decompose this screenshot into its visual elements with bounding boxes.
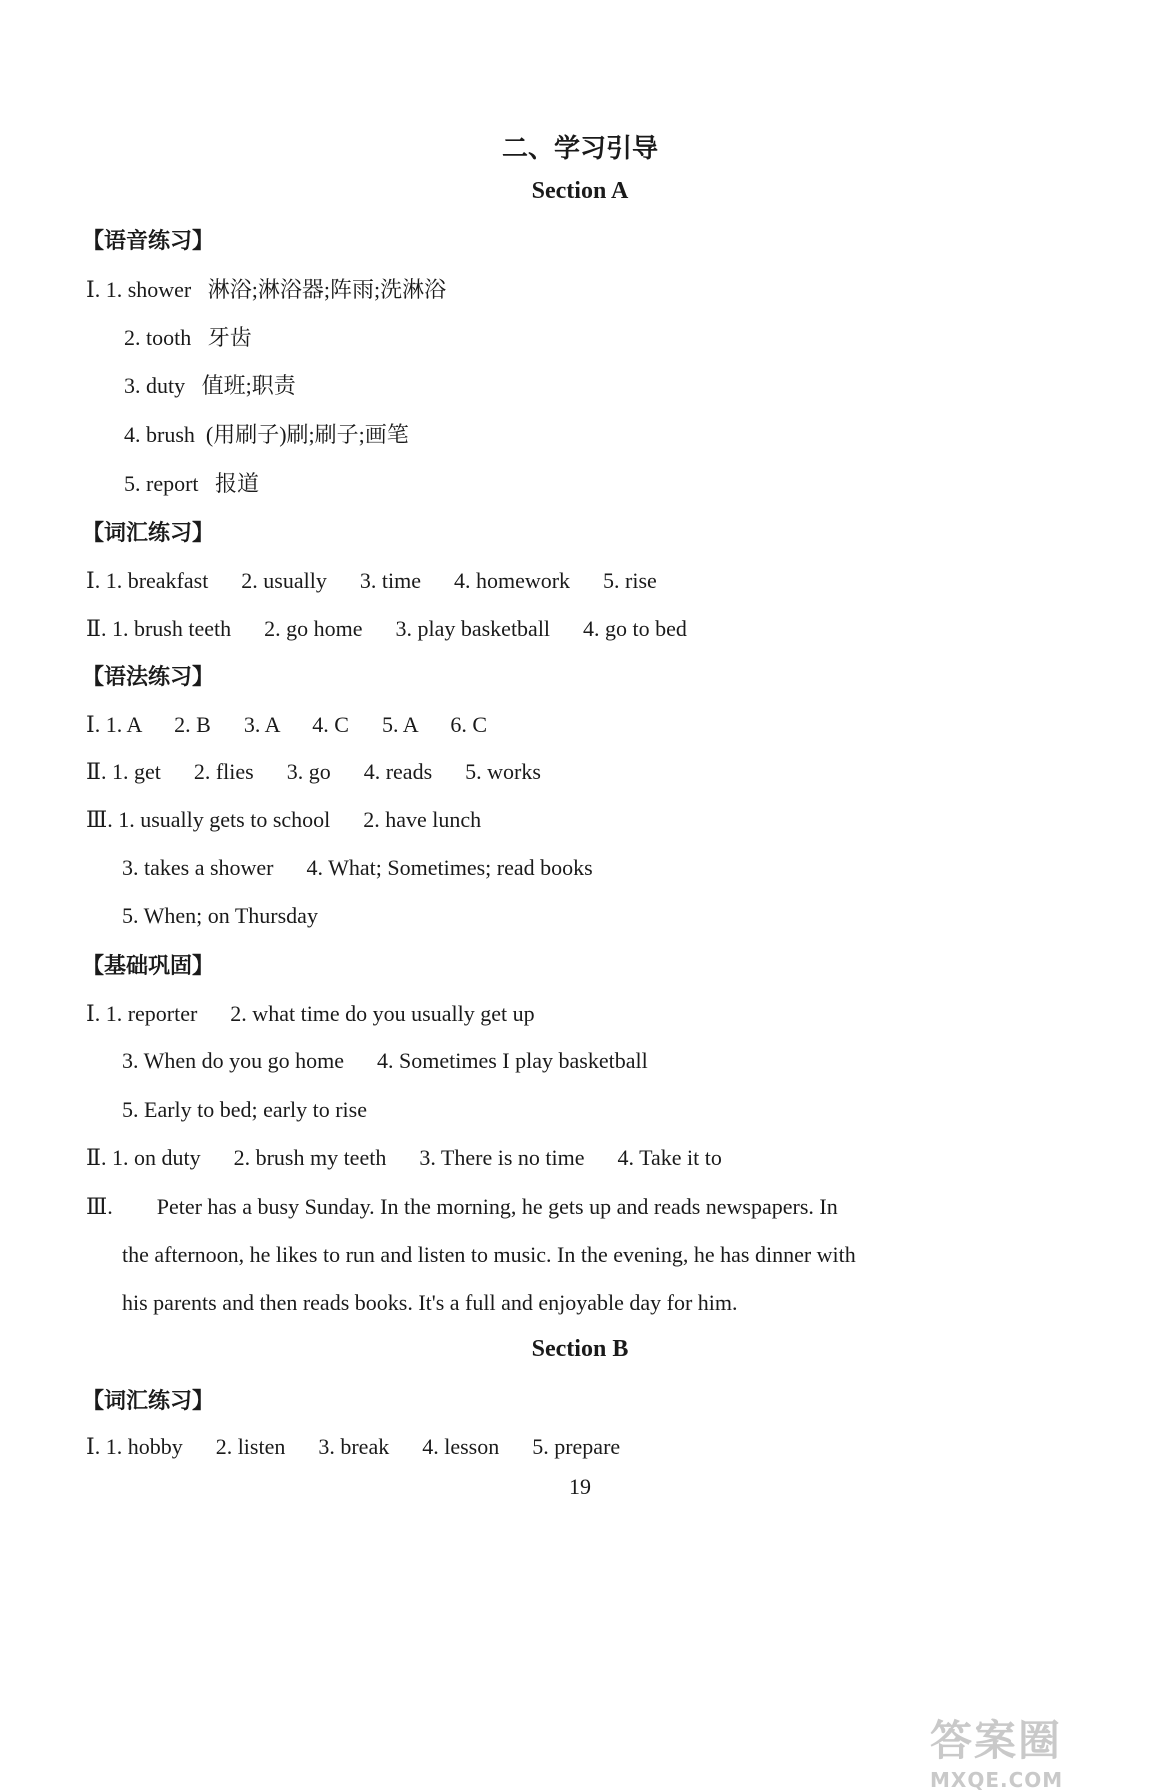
vocab-b-line-1: Ⅰ. 1. hobby 2. listen 3. break 4. lesson 5. prepare: [86, 1434, 621, 1459]
section-vocabulary-b: 【词汇练习】: [82, 1389, 215, 1414]
grammar-line-1: Ⅰ. 1. A 2. B 3. A 4. C 5. A 6. C: [86, 712, 488, 737]
pron-line-5: 5. report 报道: [124, 471, 260, 496]
watermark-logo: [930, 1708, 1130, 1792]
grammar-line-4: 3. takes a shower 4. What; Sometimes; read books: [122, 855, 593, 880]
section-a-title: Section A: [531, 178, 629, 204]
section-vocabulary: 【词汇练习】: [82, 521, 215, 546]
grammar-line-2: Ⅱ. 1. get 2. flies 3. go 4. reads 5. works: [86, 759, 541, 784]
basic-line-4: Ⅱ. 1. on duty 2. brush my teeth 3. There is no time 4. Take it to: [86, 1145, 722, 1170]
basic-line-2: 3. When do you go home 4. Sometimes I play basketball: [122, 1048, 648, 1073]
vocab-line-2: Ⅱ. 1. brush teeth 2. go home 3. play basketball 4. go to bed: [86, 616, 687, 641]
watermark-logo-text: 答案圈: [930, 1716, 1063, 1765]
basic-line-3: 5. Early to bed; early to rise: [122, 1097, 367, 1122]
basic-line-7: his parents and then reads books. It's a full and enjoyable day for him.: [122, 1290, 738, 1315]
page-heading: 二、学习引导: [501, 134, 658, 163]
grammar-line-3: Ⅲ. 1. usually gets to school 2. have lunch: [86, 807, 482, 832]
pron-line-2: 2. tooth 牙齿: [124, 325, 252, 350]
watermark-site-text: MXQE.COM: [930, 1768, 1064, 1792]
section-pronunciation: 【语音练习】: [82, 229, 215, 254]
basic-line-6: the afternoon, he likes to run and listen to music. In the evening, he has dinner with: [122, 1242, 856, 1267]
vocab-line-1: Ⅰ. 1. breakfast 2. usually 3. time 4. homework 5. rise: [86, 568, 657, 593]
pron-line-1: Ⅰ. 1. shower 淋浴;淋浴器;阵雨;洗淋浴: [86, 277, 447, 302]
section-basic: 【基础巩固】: [82, 954, 215, 979]
basic-line-1: Ⅰ. 1. reporter 2. what time do you usually get up: [86, 1001, 535, 1026]
grammar-line-5: 5. When; on Thursday: [122, 903, 318, 928]
page-number: 19: [569, 1474, 591, 1499]
section-grammar: 【语法练习】: [82, 665, 215, 690]
pron-line-3: 3. duty 值班;职责: [124, 373, 296, 398]
section-b-title: Section B: [531, 1336, 629, 1362]
pron-line-4: 4. brush (用刷子)刷;刷子;画笔: [124, 422, 409, 447]
basic-line-5: Ⅲ. Peter has a busy Sunday. In the morning, he gets up and reads newspapers. In: [86, 1194, 838, 1219]
